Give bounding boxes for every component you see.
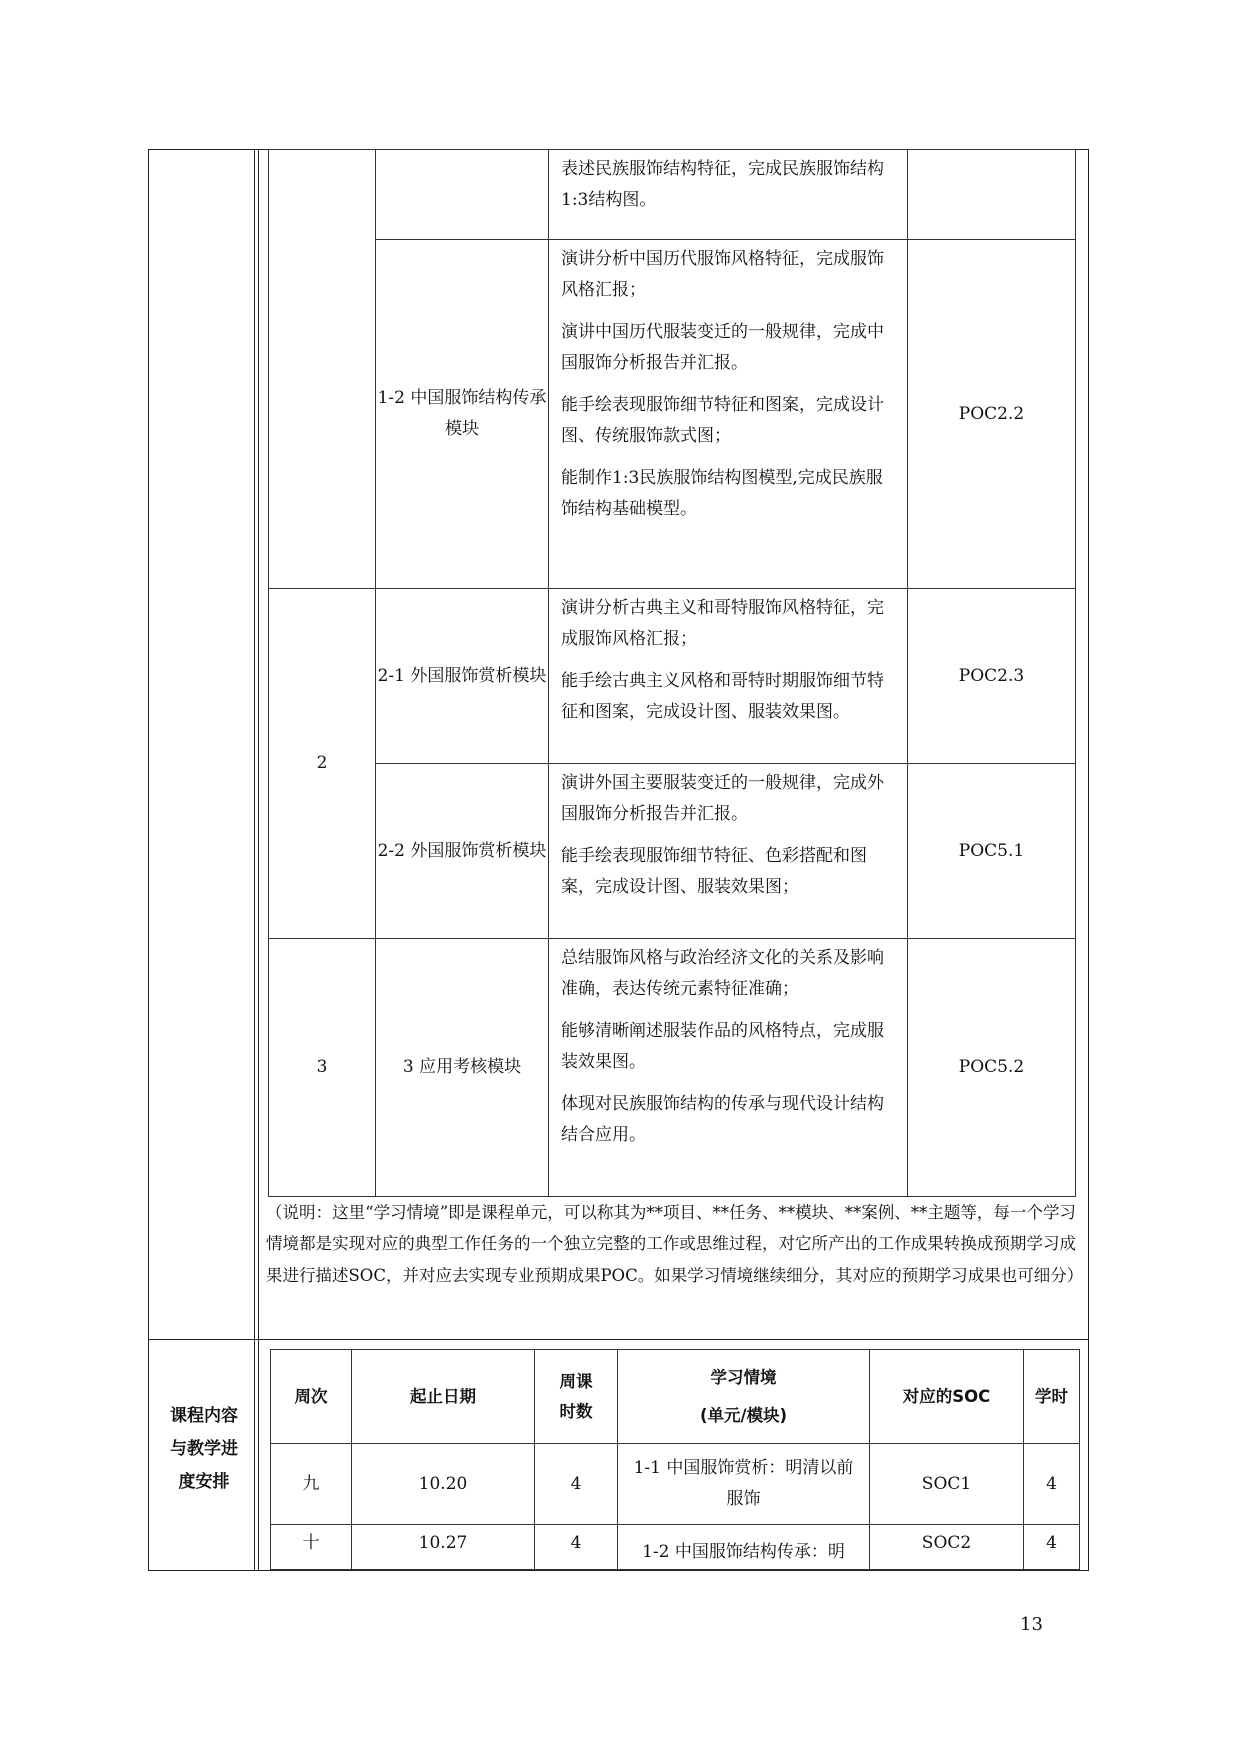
table-row (269, 939, 1076, 1197)
unit-cell (269, 150, 376, 589)
outcome-text: 能制作1:3民族服饰结构图模型,完成民族服饰结构基础模型。 (561, 467, 883, 520)
outcome-text: 演讲外国主要服装变迁的一般规律，完成外国服饰分析报告并汇报。 (561, 773, 884, 825)
section-divider (148, 1339, 1089, 1340)
unit-cell: 3 (269, 939, 376, 1197)
poc-cell: POC5.1 (908, 764, 1076, 939)
section-label-line: 与教学进 (170, 1439, 238, 1460)
table-row (271, 1525, 1080, 1570)
outcome-cell (549, 240, 908, 589)
outcome-text: 演讲分析古典主义和哥特服饰风格特征，完成服饰风格汇报； (561, 598, 884, 650)
outcome-cell (549, 939, 908, 1197)
outcome-text: 体现对民族服饰结构的传承与现代设计结构结合应用。 (561, 1093, 884, 1146)
header-soc: 对应的SOC (870, 1350, 1024, 1444)
poc-cell (908, 150, 1076, 240)
soc-cell: SOC2 (870, 1525, 1024, 1570)
section-label-line: 度安排 (178, 1472, 230, 1493)
credit-hours-cell: 4 (1024, 1444, 1080, 1525)
header-dates: 起止日期 (352, 1350, 535, 1444)
header-situation-line: 学习情境 (710, 1367, 777, 1387)
soc-cell: SOC1 (870, 1444, 1024, 1525)
header-credit-hours: 学时 (1024, 1350, 1080, 1444)
poc-cell: POC2.3 (908, 589, 1076, 764)
header-situation (618, 1350, 870, 1444)
table-row (269, 240, 1076, 589)
column-divider (258, 149, 259, 1571)
unit-cell: 2 (269, 589, 376, 939)
section-label (160, 1400, 248, 1499)
module-cell: 2-1 外国服饰赏析模块 (376, 589, 549, 764)
outcome-text: 能手绘表现服饰细节特征、色彩搭配和图案，完成设计图、服装效果图； (561, 845, 867, 898)
column-divider (254, 149, 255, 1571)
outcome-text: 能手绘古典主义风格和哥特时期服饰细节特征和图案，完成设计图、服装效果图。 (561, 670, 884, 723)
explanatory-note: （说明：这里“学习情境”即是课程单元，可以称其为**项目、**任务、**模块、**案例、**主题等，每一个学习情境都是实现对应的典型工作任务的一个独立完整的工作或思维过程，对它所产出的工作成果转换成预期学习成果进行描述SOC，并对应去实现专业预期成果POC。如果学习情境继续细分，其对应的预期学习成果也可细分） (266, 1203, 1084, 1285)
header-week: 周次 (271, 1350, 352, 1444)
poc-cell: POC2.2 (908, 240, 1076, 589)
table-row (269, 150, 1076, 240)
table-row (271, 1444, 1080, 1525)
credit-hours-cell: 4 (1024, 1525, 1080, 1570)
outcome-text: 表述民族服饰结构特征，完成民族服饰结构1:3结构图。 (561, 159, 884, 211)
outcome-text: 总结服饰风格与政治经济文化的关系及影响准确，表达传统元素特征准确； (561, 948, 884, 1000)
outcome-text: 演讲中国历代服装变迁的一般规律，完成中国服饰分析报告并汇报。 (561, 321, 884, 374)
outcome-cell (549, 589, 908, 764)
learning-situation-table (268, 149, 1076, 1197)
header-situation-line: (单元/模块) (699, 1405, 788, 1425)
hours-cell: 4 (535, 1444, 618, 1525)
page-number: 13 (1020, 1614, 1043, 1635)
header-hours (535, 1350, 618, 1444)
hours-cell: 4 (535, 1525, 618, 1570)
outcome-text: 能够清晰阐述服装作品的风格特点，完成服装效果图。 (561, 1020, 884, 1073)
header-hours-line: 周课 (559, 1371, 593, 1391)
module-cell (376, 150, 549, 240)
schedule-table (270, 1349, 1080, 1570)
module-cell: 2-2 外国服饰赏析模块 (376, 764, 549, 939)
week-cell: 九 (271, 1444, 352, 1525)
outcome-text: 演讲分析中国历代服饰风格特征，完成服饰风格汇报； (561, 249, 884, 301)
section-label-line: 课程内容 (170, 1406, 238, 1426)
header-hours-line: 时数 (559, 1401, 593, 1421)
module-cell: 3 应用考核模块 (376, 939, 549, 1197)
week-cell: 十 (271, 1525, 352, 1570)
situation-cell: 1-2 中国服饰结构传承：明 (618, 1525, 870, 1570)
poc-cell: POC5.2 (908, 939, 1076, 1197)
table-row (269, 764, 1076, 939)
date-cell: 10.20 (352, 1444, 535, 1525)
header-row (271, 1350, 1080, 1444)
situation-cell: 1-1 中国服饰赏析：明清以前服饰 (618, 1444, 870, 1525)
outcome-cell (549, 150, 908, 240)
module-cell: 1-2 中国服饰结构传承模块 (376, 240, 549, 589)
outcome-cell (549, 764, 908, 939)
table-row (269, 589, 1076, 764)
date-cell: 10.27 (352, 1525, 535, 1570)
outcome-text: 能手绘表现服饰细节特征和图案，完成设计图、传统服饰款式图； (561, 394, 884, 447)
